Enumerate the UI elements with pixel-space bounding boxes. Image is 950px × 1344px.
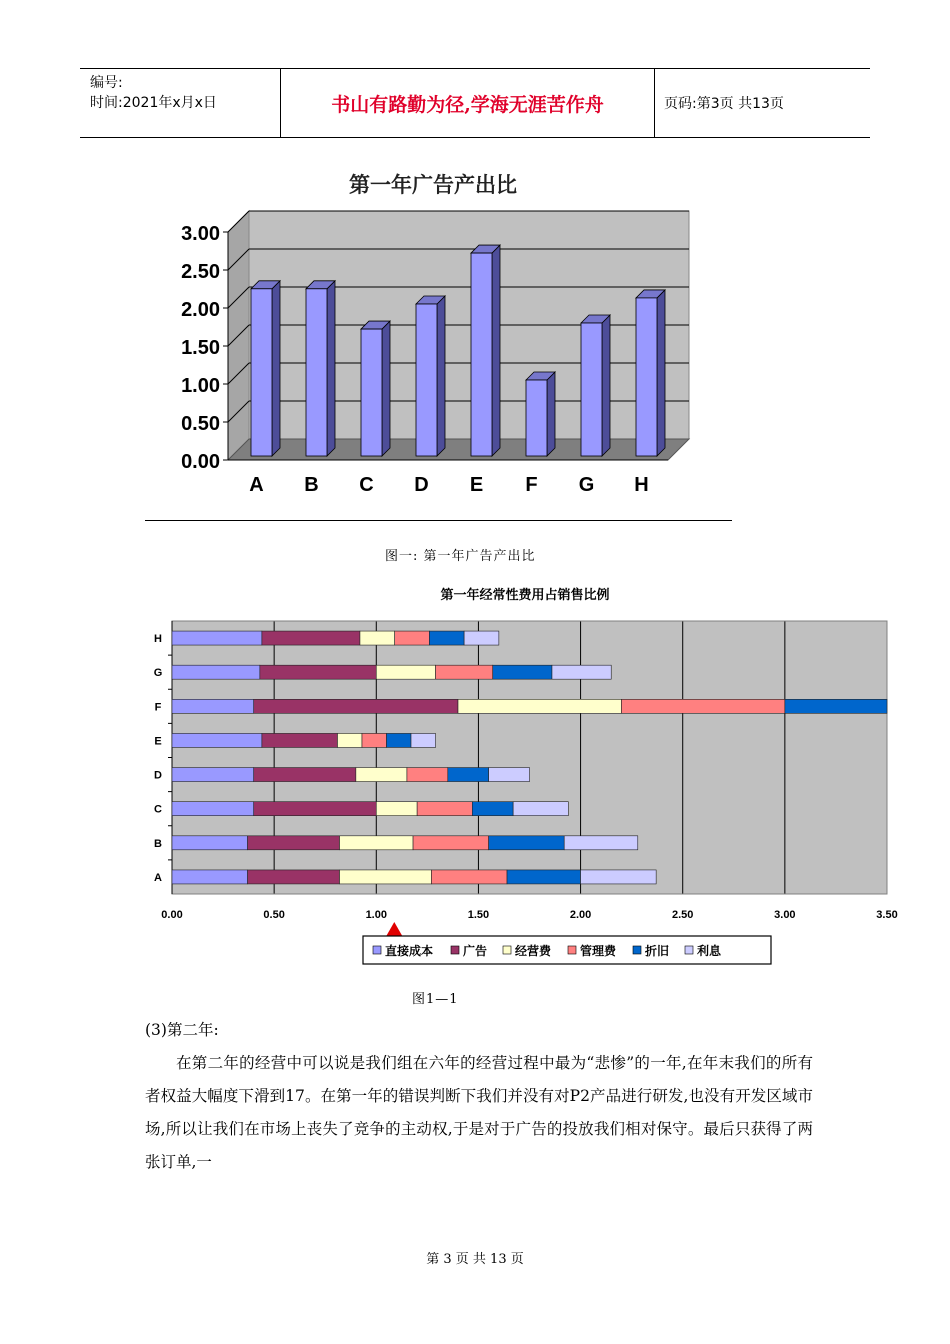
x-tick-label: 2.50 xyxy=(672,909,694,921)
legend-label: 管理费 xyxy=(580,944,617,958)
bar-segment xyxy=(360,631,395,645)
bar-segment xyxy=(248,836,340,850)
figure-1-1-caption: 图1—1 xyxy=(412,992,459,1007)
bar-segment xyxy=(785,699,887,713)
y-tick-label: G xyxy=(153,667,163,680)
header-meta xyxy=(90,73,217,113)
chart-title: 第一年广告产出比 xyxy=(349,174,517,197)
floor xyxy=(228,439,689,460)
bar xyxy=(251,289,272,456)
bar xyxy=(526,380,547,456)
bar-side xyxy=(272,281,280,456)
bar-segment xyxy=(340,870,432,884)
bar-segment xyxy=(395,631,430,645)
legend-label: 经营费 xyxy=(515,944,552,958)
bar-segment xyxy=(621,699,784,713)
time-label: 时间:2021年x月x日 xyxy=(90,95,217,111)
bar-side xyxy=(657,290,665,456)
y-tick-label: C xyxy=(154,803,162,816)
x-tick-label: 0.50 xyxy=(263,909,285,921)
bar-side xyxy=(327,281,335,456)
bar-segment xyxy=(564,836,638,850)
y-tick-label: A xyxy=(154,871,162,884)
bar-segment xyxy=(172,802,254,816)
y-tick-label: F xyxy=(154,701,162,714)
bar-segment xyxy=(376,802,417,816)
body-text xyxy=(145,1014,813,1179)
expense-ratio-chart xyxy=(140,578,900,970)
y-tick-label: E xyxy=(154,735,162,748)
page-header xyxy=(80,68,870,138)
bar-segment xyxy=(254,802,377,816)
bar-segment xyxy=(172,870,248,884)
x-tick-label: D xyxy=(414,474,429,496)
bar-segment xyxy=(448,768,489,782)
figure-1-caption: 图一: 第一年广告产出比 xyxy=(385,549,536,564)
bar-segment xyxy=(172,631,262,645)
bar-segment xyxy=(262,733,338,747)
legend-swatch xyxy=(568,946,576,954)
bar-segment xyxy=(362,733,387,747)
y-tick-label: H xyxy=(154,633,162,646)
x-tick-label: 1.50 xyxy=(467,909,490,921)
plot-area xyxy=(172,621,887,894)
x-tick-label: C xyxy=(359,474,374,496)
header-page-label: 页码:第3页 共13页 xyxy=(664,96,784,112)
bar-side xyxy=(437,296,445,456)
bar-segment xyxy=(254,699,458,713)
bar-segment xyxy=(172,665,260,679)
x-tick-label: B xyxy=(304,474,319,496)
chart-divider xyxy=(145,520,732,521)
bar-side xyxy=(547,372,555,456)
x-tick-label: 3.00 xyxy=(774,909,796,921)
legend-swatch xyxy=(503,946,511,954)
bar-segment xyxy=(489,768,530,782)
bar-segment xyxy=(387,733,412,747)
body-paragraph: 在第二年的经营中可以说是我们组在六年的经营过程中最为“悲惨”的一年,在年末我们的所有者权益大幅度下滑到17。在第一年的错误判断下我们并没有对P2产品进行研发,也没有开发区域市场,所以让我们在市场上丧失了竞争的主动权,于是对于广告的投放我们相对保守。最后只获得了两张订单,一 xyxy=(145,1054,813,1171)
bar-segment xyxy=(337,733,362,747)
bar-segment xyxy=(254,768,356,782)
bar xyxy=(306,289,327,456)
y-tick-label: D xyxy=(154,769,162,782)
marker-triangle xyxy=(386,922,402,936)
legend-label: 广告 xyxy=(463,944,488,958)
y-tick-label: 2.50 xyxy=(181,261,220,283)
bar xyxy=(416,304,437,456)
bar-segment xyxy=(464,631,499,645)
bar-segment xyxy=(431,870,507,884)
x-tick-label: F xyxy=(525,474,538,496)
bar-segment xyxy=(260,665,376,679)
bar-segment xyxy=(493,665,552,679)
bar-segment xyxy=(489,836,565,850)
bar-segment xyxy=(472,802,513,816)
bar-segment xyxy=(417,802,472,816)
y-tick-label: 0.50 xyxy=(181,413,220,435)
bar-segment xyxy=(411,733,436,747)
header-motto: 书山有路勤为径,学海无涯苦作舟 xyxy=(280,69,655,137)
y-tick-label: 3.00 xyxy=(181,223,220,245)
legend-label: 直接成本 xyxy=(385,944,434,958)
bar-segment xyxy=(172,836,248,850)
bar xyxy=(581,323,602,456)
x-tick-label: H xyxy=(634,474,649,496)
legend-swatch xyxy=(685,946,693,954)
legend-label: 利息 xyxy=(697,944,722,958)
bar-side xyxy=(382,321,390,456)
bar-segment xyxy=(513,802,568,816)
bar-segment xyxy=(172,733,262,747)
bar-segment xyxy=(552,665,611,679)
bar-segment xyxy=(340,836,414,850)
y-tick-label: 1.00 xyxy=(181,375,220,397)
bar-segment xyxy=(407,768,448,782)
page-footer: 第 3 页 共 13 页 xyxy=(426,1252,524,1267)
bar-segment xyxy=(172,768,254,782)
ad-output-ratio-chart xyxy=(150,160,730,505)
section-heading: (3)第二年: xyxy=(145,1021,219,1039)
legend-label: 折旧 xyxy=(645,944,670,958)
x-tick-label: E xyxy=(469,474,484,496)
bar xyxy=(636,298,657,456)
x-tick-label: G xyxy=(578,474,595,496)
bar-segment xyxy=(436,665,493,679)
bar xyxy=(361,329,382,456)
y-tick-label: B xyxy=(154,837,162,850)
bar-segment xyxy=(413,836,489,850)
legend-swatch xyxy=(451,946,459,954)
bar-segment xyxy=(507,870,581,884)
x-tick-label: 3.50 xyxy=(876,909,898,921)
bar-side xyxy=(492,245,500,456)
bar-segment xyxy=(356,768,407,782)
bar-segment xyxy=(376,665,435,679)
legend-swatch xyxy=(373,946,381,954)
bar-segment xyxy=(458,699,621,713)
x-tick-label: A xyxy=(249,474,264,496)
chart-title: 第一年经常性费用占销售比例 xyxy=(440,587,610,602)
bar-segment xyxy=(248,870,340,884)
legend-swatch xyxy=(633,946,641,954)
bar-segment xyxy=(262,631,360,645)
x-tick-label: 0.00 xyxy=(161,909,183,921)
y-tick-label: 2.00 xyxy=(181,299,220,321)
bar-segment xyxy=(172,699,254,713)
x-tick-label: 2.00 xyxy=(569,909,592,921)
bar-side xyxy=(602,315,610,456)
y-tick-label: 0.00 xyxy=(181,451,220,473)
bar-segment xyxy=(429,631,464,645)
number-label: 编号: xyxy=(90,75,123,91)
bar xyxy=(471,253,492,456)
y-tick-label: 1.50 xyxy=(181,337,220,359)
bar-segment xyxy=(581,870,657,884)
x-tick-label: 1.00 xyxy=(365,909,387,921)
